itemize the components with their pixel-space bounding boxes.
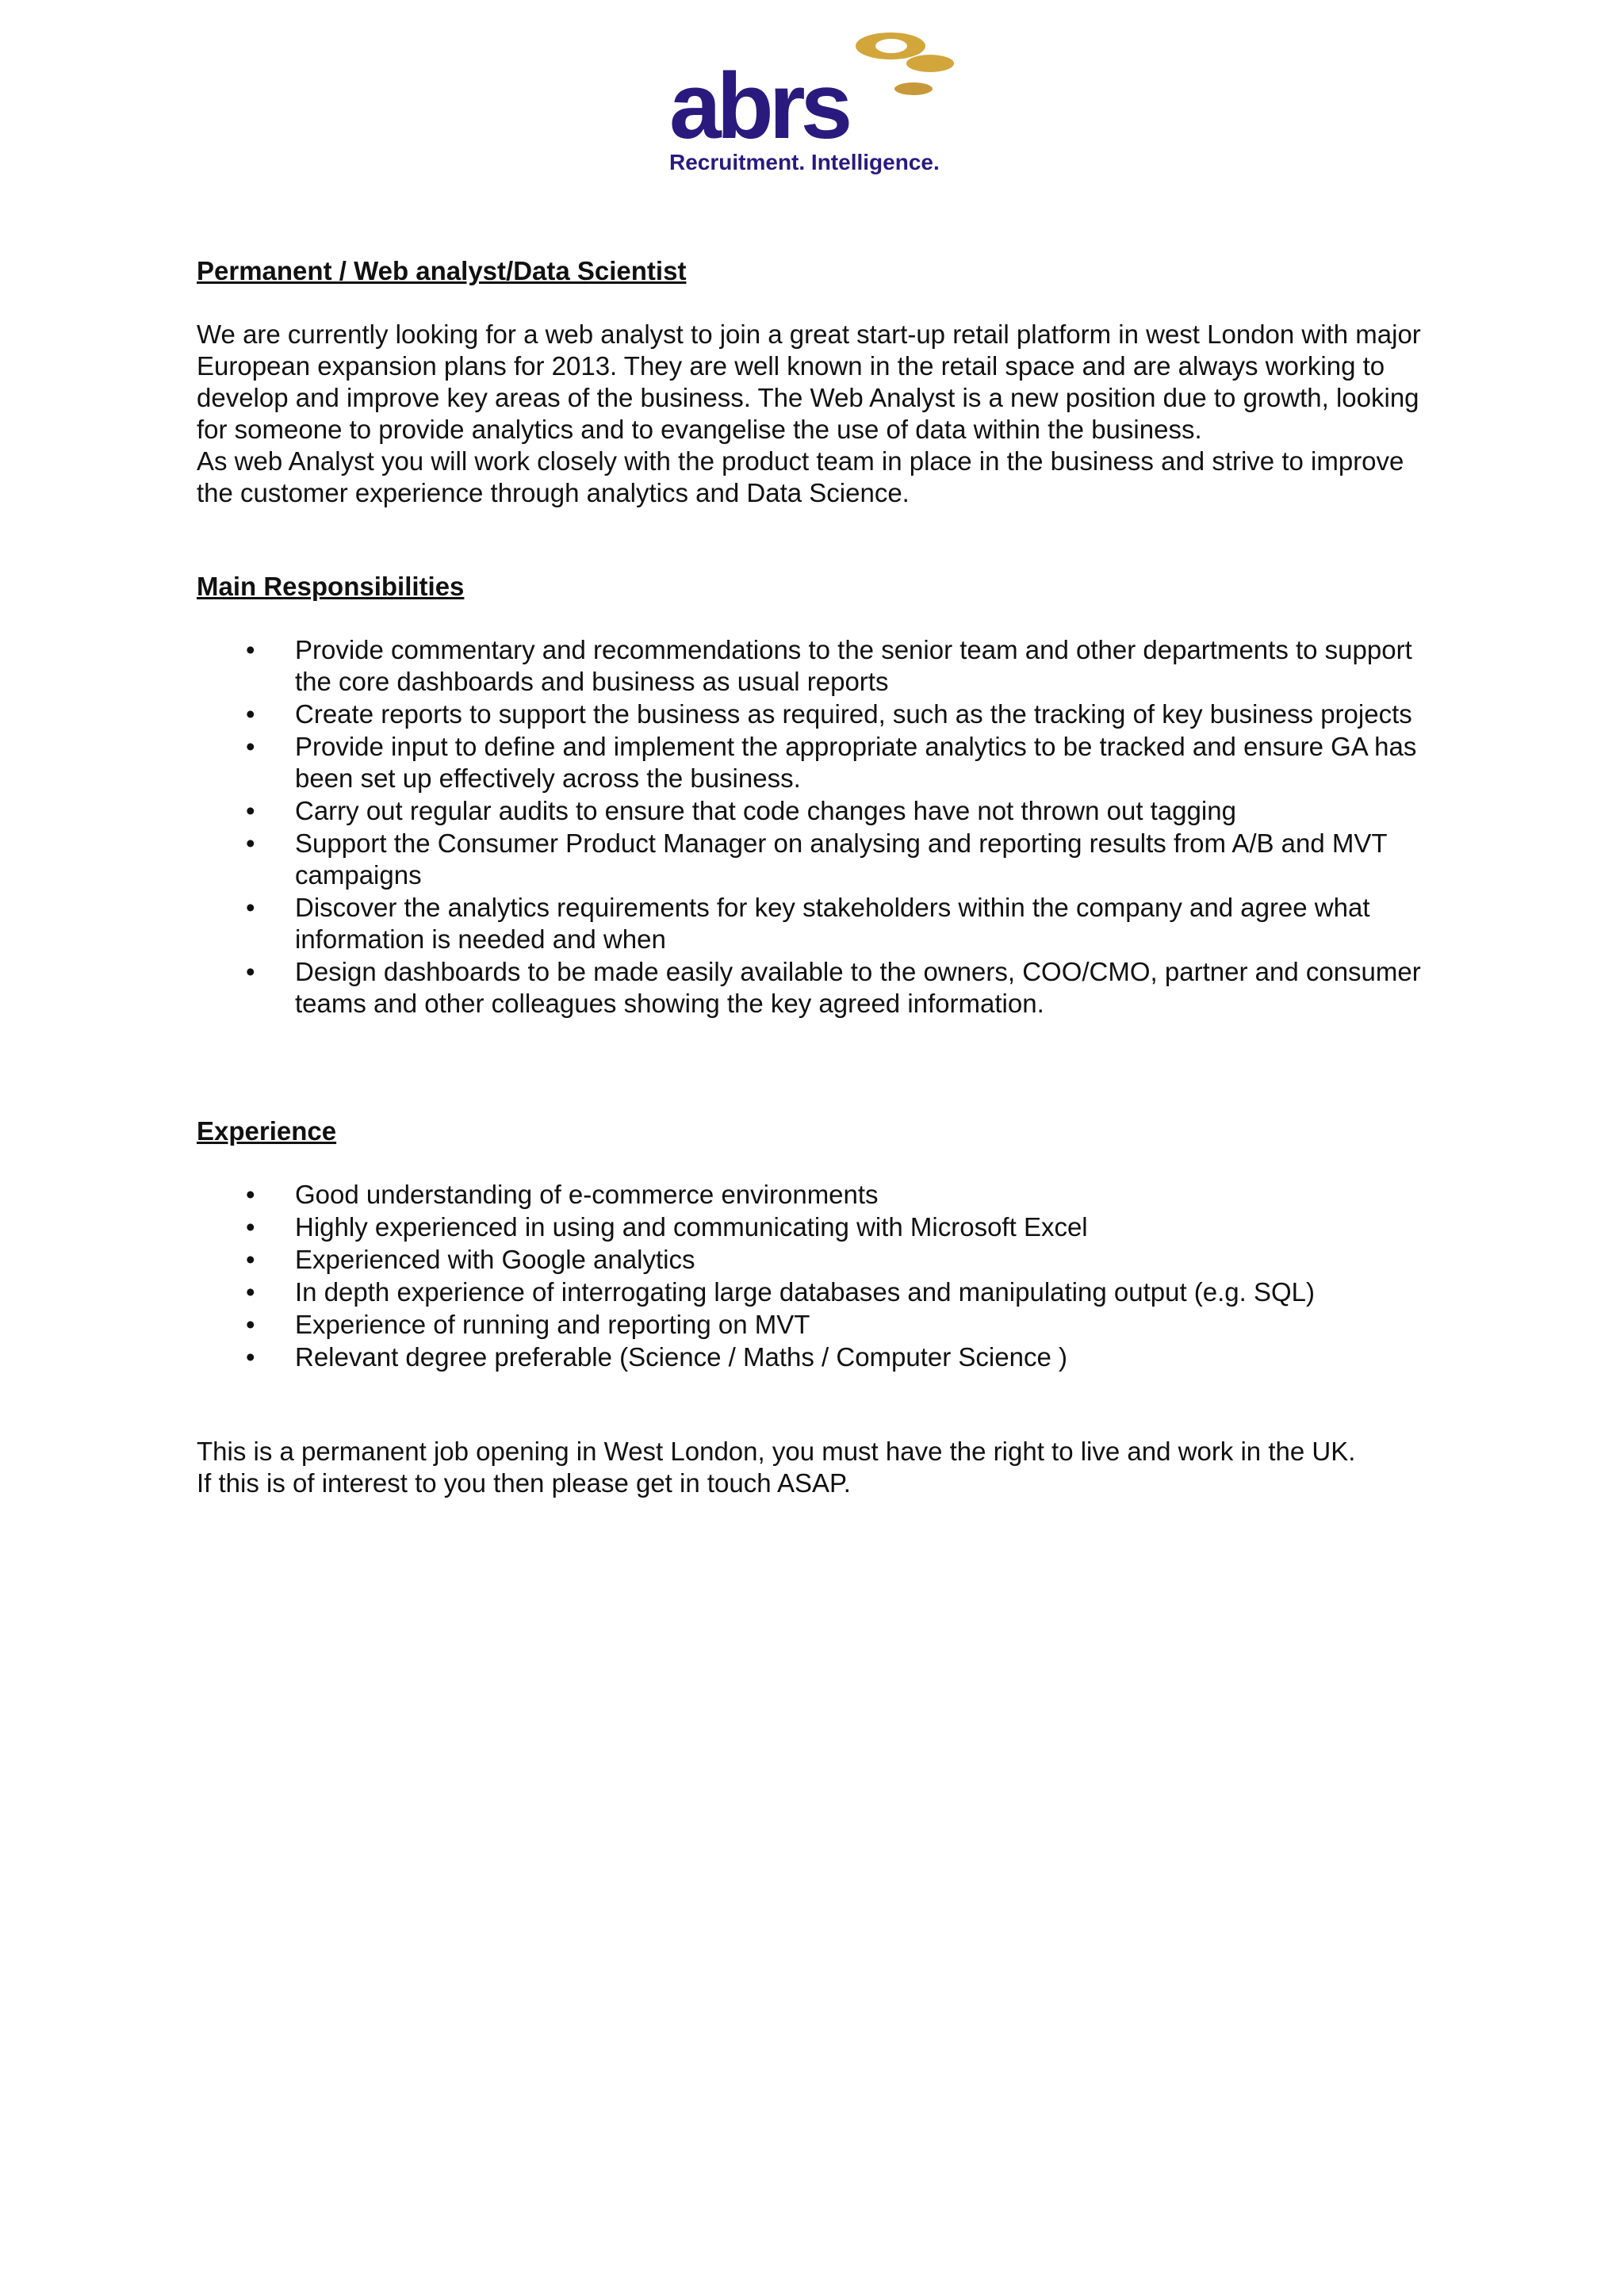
logo-tagline: Recruitment. Intelligence. bbox=[669, 150, 940, 174]
list-item: • Relevant degree preferable (Science / Maths / Computer Science ) bbox=[197, 1341, 1434, 1373]
company-logo bbox=[666, 16, 967, 174]
experience-heading: Experience bbox=[197, 1116, 337, 1146]
intro-paragraph-2: As web Analyst you will work closely with the product team in place in the business and strive to improve the customer experience through analytics and Data Science. bbox=[197, 446, 1404, 507]
list-item: • Provide commentary and recommendations to the senior team and other departments to support the core dashboards and business as usual reports bbox=[197, 634, 1434, 698]
abrs-logo-graphic bbox=[666, 16, 967, 174]
closing-paragraph-2: If this is of interest to you then please get in touch ASAP. bbox=[197, 1468, 851, 1498]
list-item: • Good understanding of e-commerce environments bbox=[197, 1179, 1434, 1211]
intro-paragraph-1: We are currently looking for a web analyst to join a great start-up retail platform in west London with major European expansion plans for 2013. They are well known in the retail space and are always working to develop and improve key areas of the business. The Web Analyst is a new position due to growth, looking for someone to provide analytics and to evangelise the use of data within the business. bbox=[197, 320, 1421, 444]
list-item: • Provide input to define and implement the appropriate analytics to be tracked and ensure GA has been set up effectively across the business. bbox=[197, 731, 1434, 794]
list-item: • Support the Consumer Product Manager on analysing and reporting results from A/B and MVT campaigns bbox=[197, 828, 1434, 891]
list-item: • Create reports to support the business as required, such as the tracking of key business projects bbox=[197, 698, 1434, 730]
list-item: • Experience of running and reporting on MVT bbox=[197, 1309, 1434, 1341]
closing-paragraph-1: This is a permanent job opening in West London, you must have the right to live and work in the UK. bbox=[197, 1437, 1356, 1466]
experience-list bbox=[197, 1179, 1434, 1373]
document-body bbox=[197, 255, 1434, 1499]
list-item: • In depth experience of interrogating large databases and manipulating output (e.g. SQL) bbox=[197, 1276, 1434, 1308]
responsibilities-heading: Main Responsibilities bbox=[197, 572, 465, 601]
list-item: • Highly experienced in using and communicating with Microsoft Excel bbox=[197, 1211, 1434, 1243]
logo-wordmark: abrs bbox=[669, 54, 848, 159]
list-item: • Discover the analytics requirements for key stakeholders within the company and agree what information is needed and when bbox=[197, 892, 1434, 955]
job-title: Permanent / Web analyst/Data Scientist bbox=[197, 256, 687, 285]
list-item: • Carry out regular audits to ensure that code changes have not thrown out tagging bbox=[197, 795, 1434, 827]
list-item: • Design dashboards to be made easily available to the owners, COO/CMO, partner and consumer teams and other colleagues showing the key agreed information. bbox=[197, 956, 1434, 1020]
responsibilities-list bbox=[197, 634, 1434, 1020]
list-item: • Experienced with Google analytics bbox=[197, 1244, 1434, 1276]
